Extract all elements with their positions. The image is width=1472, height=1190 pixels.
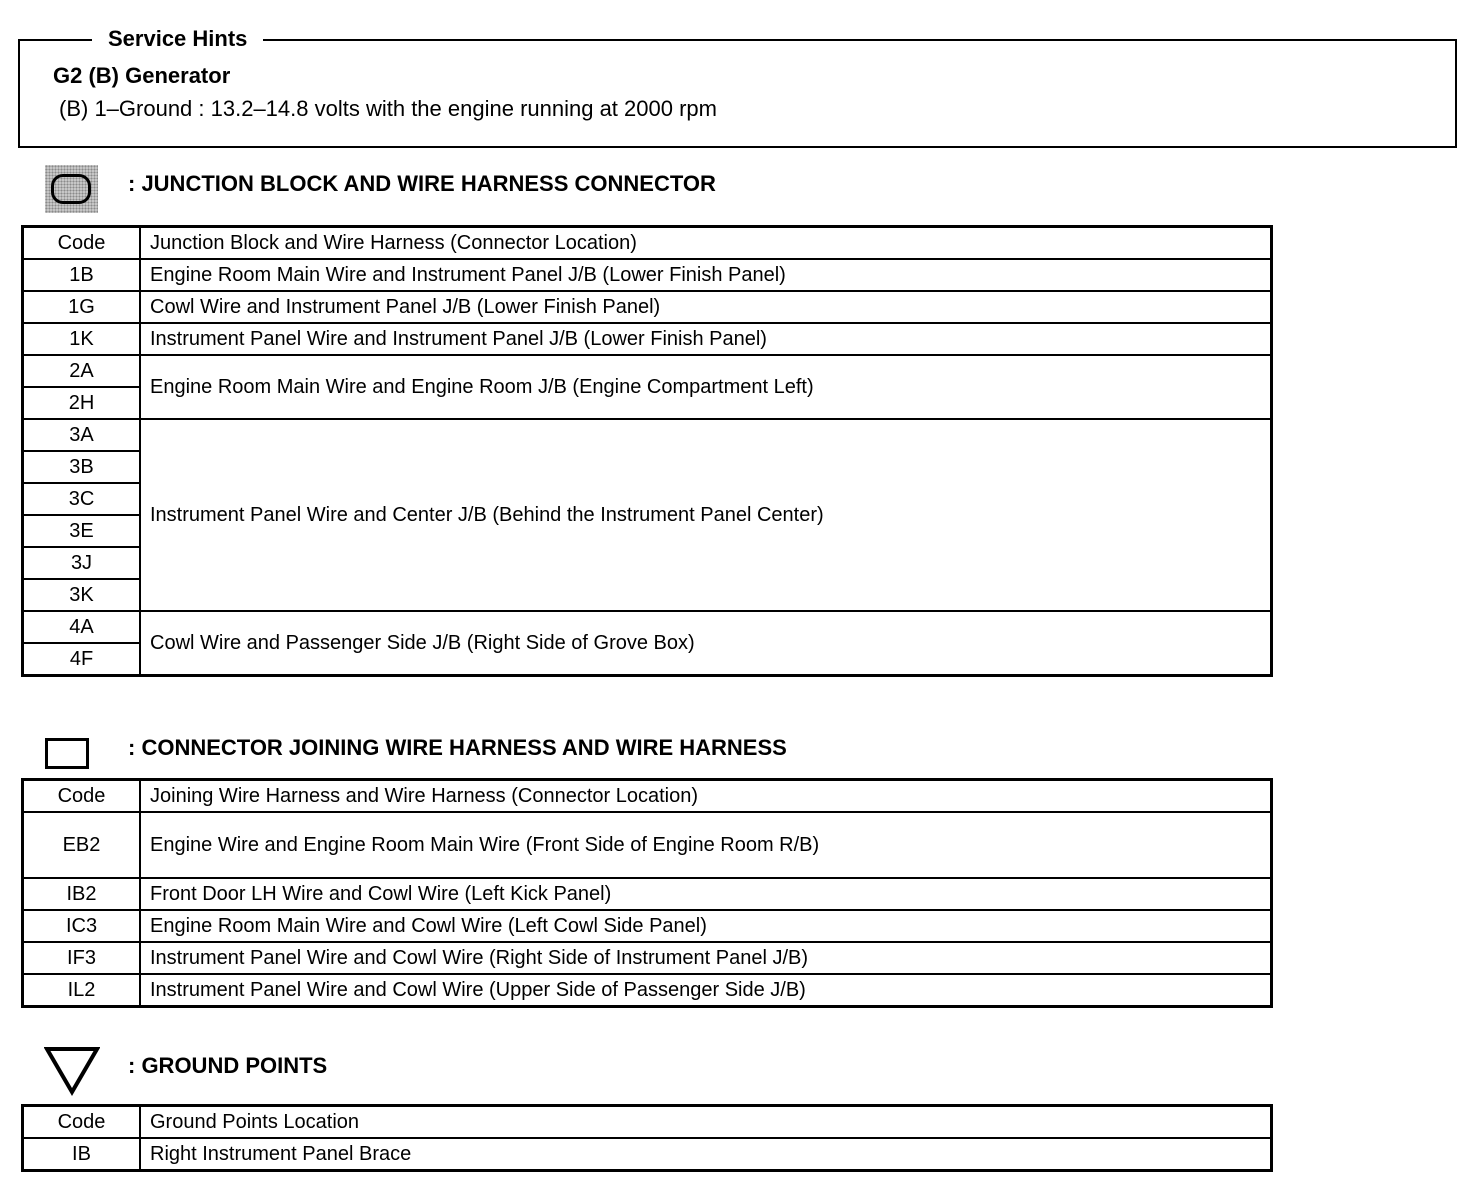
connector-section-title: : CONNECTOR JOINING WIRE HARNESS AND WIRE HARNESS — [128, 735, 787, 760]
row-code: 3C — [23, 483, 141, 515]
table-row — [23, 419, 1272, 451]
row-code: 2A — [23, 355, 141, 387]
table-header-row — [23, 780, 1272, 813]
header-code: Code — [23, 1106, 141, 1139]
row-code: IC3 — [23, 910, 141, 942]
row-code: 3A — [23, 419, 141, 451]
row-desc: Instrument Panel Wire and Cowl Wire (Right Side of Instrument Panel J/B) — [140, 942, 1272, 974]
table-row — [23, 291, 1272, 323]
hints-line: (B) 1–Ground : 13.2–14.8 volts with the engine running at 2000 rpm — [59, 96, 717, 121]
table-row — [23, 974, 1272, 1007]
table-row — [23, 910, 1272, 942]
row-desc: Cowl Wire and Instrument Panel J/B (Lower Finish Panel) — [140, 291, 1272, 323]
row-desc: Right Instrument Panel Brace — [140, 1138, 1272, 1171]
row-desc: Instrument Panel Wire and Instrument Panel J/B (Lower Finish Panel) — [140, 323, 1272, 355]
junction-block-icon — [45, 165, 98, 213]
table-row — [23, 812, 1272, 878]
row-code: 4A — [23, 611, 141, 643]
service-hints-box — [18, 39, 1457, 148]
hints-heading: G2 (B) Generator — [53, 63, 231, 88]
row-code: 1G — [23, 291, 141, 323]
header-desc: Joining Wire Harness and Wire Harness (Connector Location) — [140, 780, 1272, 813]
row-desc: Instrument Panel Wire and Center J/B (Behind the Instrument Panel Center) — [140, 419, 1272, 611]
header-desc: Ground Points Location — [140, 1106, 1272, 1139]
table-row — [23, 259, 1272, 291]
table-row — [23, 323, 1272, 355]
row-desc: Engine Room Main Wire and Cowl Wire (Left Cowl Side Panel) — [140, 910, 1272, 942]
row-code: IF3 — [23, 942, 141, 974]
table-row — [23, 1138, 1272, 1171]
header-code: Code — [23, 780, 141, 813]
row-code: 3K — [23, 579, 141, 611]
row-code: 3J — [23, 547, 141, 579]
service-hints-title: Service Hints — [92, 25, 263, 53]
row-code: 3B — [23, 451, 141, 483]
row-desc: Engine Wire and Engine Room Main Wire (Front Side of Engine Room R/B) — [140, 812, 1272, 878]
table-row — [23, 878, 1272, 910]
row-code: IL2 — [23, 974, 141, 1007]
row-desc: Cowl Wire and Passenger Side J/B (Right Side of Grove Box) — [140, 611, 1272, 676]
junction-section-title: : JUNCTION BLOCK AND WIRE HARNESS CONNECTOR — [128, 171, 716, 196]
ground-table — [21, 1104, 1273, 1172]
row-desc: Engine Room Main Wire and Instrument Panel J/B (Lower Finish Panel) — [140, 259, 1272, 291]
junction-table — [21, 225, 1273, 677]
table-header-row — [23, 1106, 1272, 1139]
row-code: 3E — [23, 515, 141, 547]
row-code: 1K — [23, 323, 141, 355]
ground-point-icon — [44, 1046, 100, 1096]
row-code: 4F — [23, 643, 141, 676]
row-code: IB — [23, 1138, 141, 1171]
table-row — [23, 355, 1272, 387]
row-code: IB2 — [23, 878, 141, 910]
header-desc: Junction Block and Wire Harness (Connector Location) — [140, 227, 1272, 260]
header-code: Code — [23, 227, 141, 260]
table-header-row — [23, 227, 1272, 260]
table-row — [23, 942, 1272, 974]
connector-table — [21, 778, 1273, 1008]
row-desc: Engine Room Main Wire and Engine Room J/B (Engine Compartment Left) — [140, 355, 1272, 419]
row-code: 1B — [23, 259, 141, 291]
row-code: 2H — [23, 387, 141, 419]
connector-icon — [45, 738, 89, 769]
row-desc: Front Door LH Wire and Cowl Wire (Left Kick Panel) — [140, 878, 1272, 910]
ground-section-title: : GROUND POINTS — [128, 1053, 328, 1078]
row-desc: Instrument Panel Wire and Cowl Wire (Upper Side of Passenger Side J/B) — [140, 974, 1272, 1007]
table-row — [23, 611, 1272, 643]
row-code: EB2 — [23, 812, 141, 878]
